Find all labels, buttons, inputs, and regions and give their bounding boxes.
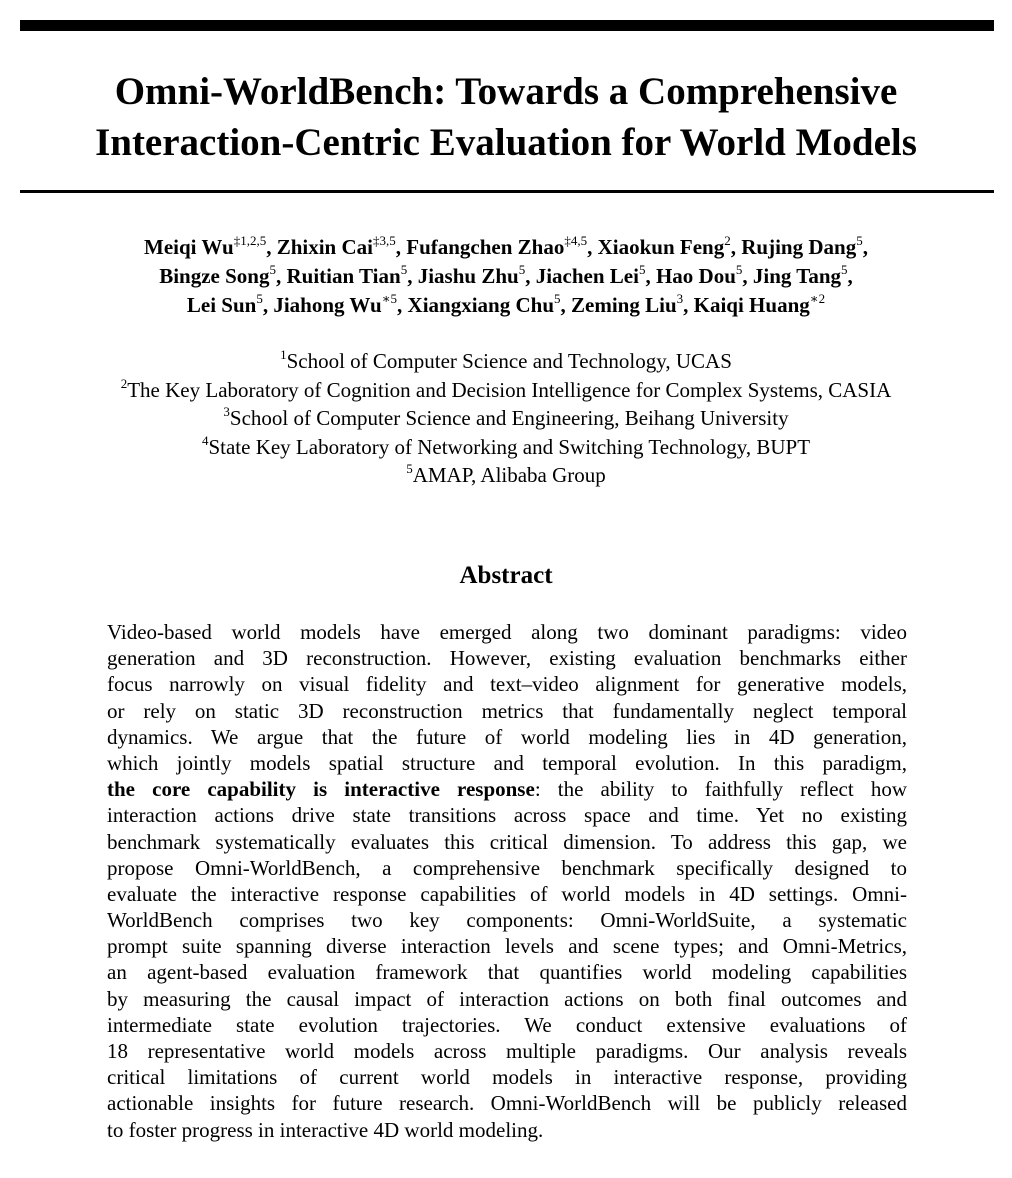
abstract-line: the core capability is interactive response: the ability to faithfully reflect how [107,777,907,802]
abstract-emphasis: the core capability is interactive response [107,777,535,802]
abstract-line: benchmark systematically evaluates this critical dimension. To address this gap, we [107,829,907,854]
abstract-line: actionable insights for future research. Omni-WorldBench will be publicly released [107,1091,907,1116]
author: Kaiqi Huang$^{∗2}$ [693,291,826,317]
author: Zhixin Cai$^{\ddagger 3,5}$ [276,233,396,259]
title-rule [20,190,994,193]
abstract-line: prompt suite spanning diverse interaction levels and scene types; and Omni-Metrics, [107,934,907,959]
author: Hao Dou$^5$ [655,262,743,288]
abstract-heading: Abstract [459,562,553,589]
author-line: Meiqi Wu$^{\ddagger 1,2,5}$, Zhixin Cai$^{\ddagger 3,5}$, Fufangchen Zhao$^{\ddagger 4,5}$, Xiaokun Feng$^2$, Rujing Dang$^5$, [144,233,868,259]
title-line: Omni-WorldBench: Towards a Comprehensive [114,70,898,113]
abstract-line: an agent-based evaluation framework that quantifies world modeling capabilities [107,960,907,985]
abstract-line: focus narrowly on visual fidelity and text–video alignment for generative models, [107,672,907,697]
author: Ruitian Tian$^5$ [286,262,408,288]
affiliation: $^5$AMAP, Alibaba Group [406,461,606,487]
author: Lei Sun$^5$ [186,291,263,317]
abstract-line: evaluate the interactive response capabilities of world models in 4D settings. Omni- [107,881,907,906]
author-list [0,233,1012,320]
abstract-line: which jointly models spatial structure and temporal evolution. In this paradigm, [107,750,907,775]
author-line: Lei Sun$^5$, Jiahong $Wu^{∗5}$, Xiangxiang Chu$^5$, Zeming Liu$^3$, Kaiqi Huang$^{∗2}$ [186,291,826,317]
affiliation-list [0,347,1012,490]
affiliation: $^1$School of Computer Science and Technology, UCAS [280,347,732,373]
affiliation: $^4$State Key Laboratory of Networking and Switching Technology, BUPT [201,432,811,459]
abstract-line: 18 representative world models across multiple paradigms. Our analysis reveals [107,1039,907,1063]
abstract-line: intermediate state evolution trajectories. We conduct extensive evaluations of [107,1012,907,1037]
author: Jiahong $Wu^{∗5}$ [273,291,398,317]
abstract-line: dynamics. We argue that the future of world modeling lies in 4D generation, [107,724,907,749]
abstract-line: generation and 3D reconstruction. However, existing evaluation benchmarks either [107,646,907,671]
author-line: Bingze Song$^5$, Ruitian Tian$^5$, Jiashu Zhu$^5$, Jiachen Lei$^5$, Hao Dou$^5$, Jing Tang$^5$, [159,262,853,288]
abstract-line: propose Omni-WorldBench, a comprehensive benchmark specifically designed to [107,855,907,880]
paper-title [0,66,1012,168]
author: Xiaokun Feng$^2$ [597,233,731,259]
author: Jing Tang$^5$ [752,262,848,288]
abstract-line: critical limitations of current world models in interactive response, providing [107,1065,907,1090]
affiliation: $^2$The Key Laboratory of Cognition and Decision Intelligence for Complex Systems, CASIA [120,375,892,402]
top-rule [20,20,994,31]
title-line: Interaction-Centric Evaluation for World Models [95,121,917,164]
abstract-line: or rely on static 3D reconstruction metrics that fundamentally neglect temporal [107,698,907,723]
abstract-body [107,619,907,1143]
author: Jiashu Zhu$^5$ [417,262,526,288]
abstract-line: by measuring the causal impact of interaction actions on both final outcomes and [107,986,907,1011]
abstract-line: interaction actions drive state transitions across space and time. Yet no existing [107,803,907,828]
author: Bingze Song$^5$ [159,262,276,288]
author: Jiachen Lei$^5$ [535,262,646,288]
author: Xiangxiang Chu$^5$ [407,291,561,317]
author: Meiqi Wu$^{\ddagger 1,2,5}$ [144,233,267,259]
author: Rujing Dang$^5$ [741,233,863,259]
affiliation: $^3$School of Computer Science and Engineering, Beihang University [223,404,789,430]
abstract-line: Video-based world models have emerged along two dominant paradigms: video [107,620,907,644]
author: Zeming Liu$^3$ [571,291,684,317]
author: Fufangchen Zhao$^{\ddagger 4,5}$ [406,233,588,259]
abstract-line: to foster progress in interactive 4D world modeling. [107,1117,544,1142]
abstract-line: WorldBench comprises two key components: Omni-WorldSuite, a systematic [107,908,907,933]
